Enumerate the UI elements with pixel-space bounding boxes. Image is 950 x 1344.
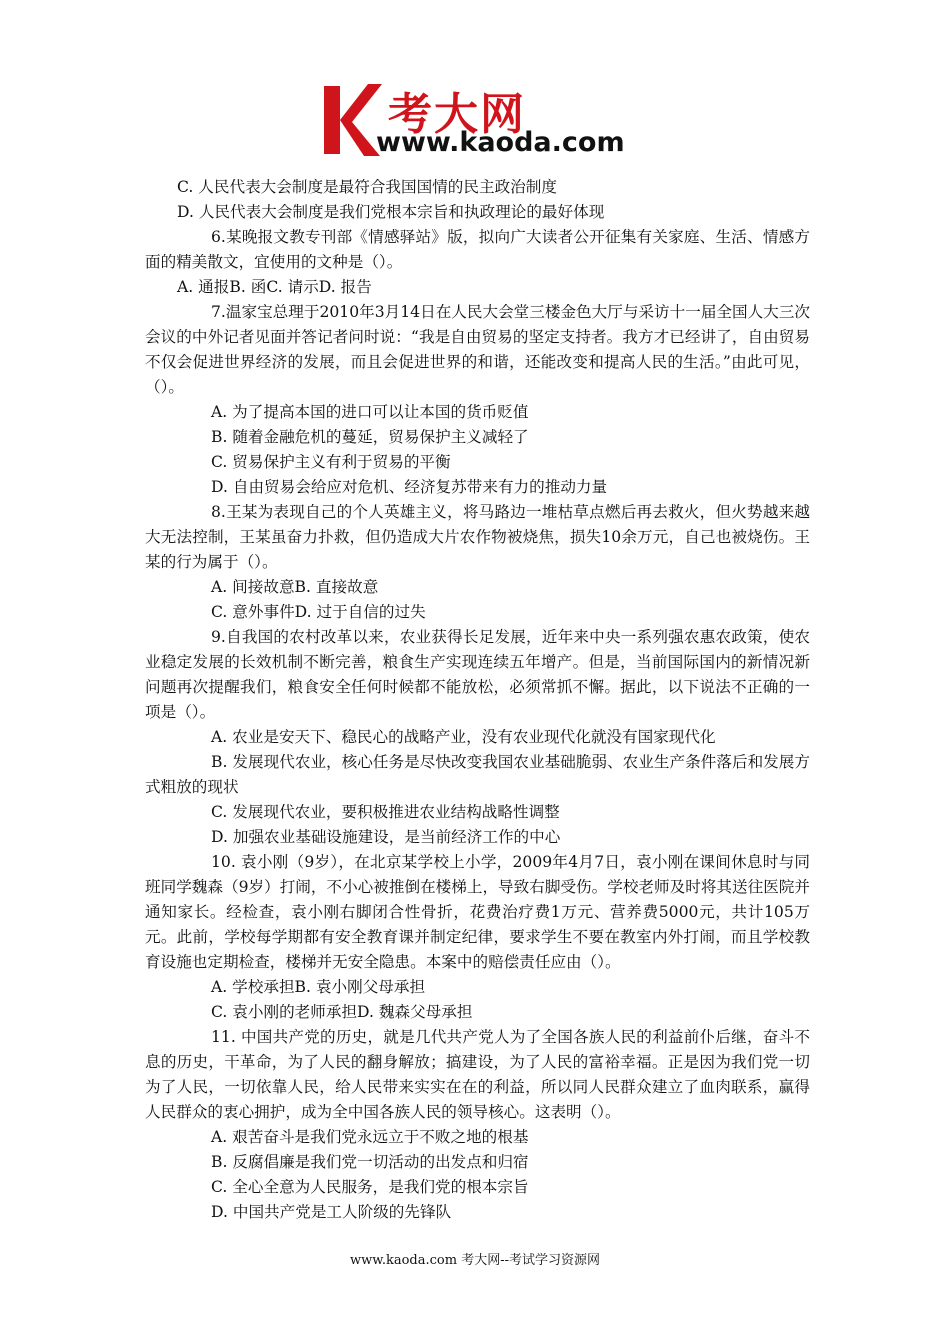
question-paragraph: 10. 袁小刚（9岁），在北京某学校上小学，2009年4月7日，袁小刚在课间休息时与同班同学魏森（9岁）打闹，不小心被推倒在楼梯上，导致右脚受伤。学校老师及时将其送往医院并通知家长。经检查，袁小刚右脚闭合性骨折，花费治疗费1万元、营养费5000元，共计105万元。此前，学校每学期都有安全教育课并制定纪律，要求学生不要在教室内外打闹，而且学校教育设施也定期检查，楼梯并无安全隐患。本案中的赔偿责任应由（）。	[145, 853, 810, 971]
document-body	[145, 175, 810, 1225]
answer-option: A. 间接故意B. 直接故意	[211, 578, 379, 596]
answer-option: D. 加强农业基础设施建设，是当前经济工作的中心	[211, 828, 561, 846]
answer-option: A. 为了提高本国的进口可以让本国的货币贬值	[211, 403, 529, 421]
answer-option: A. 艰苦奋斗是我们党永远立于不败之地的根基	[211, 1128, 529, 1146]
question-paragraph: 7.温家宝总理于2010年3月14日在人民大会堂三楼金色大厅与采访十一届全国人大三次会议的中外记者见面并答记者问时说：“我是自由贸易的坚定支持者。我方才已经讲了，自由贸易不仅会促进世界经济的发展，而且会促进世界的和谐，还能改变和提高人民的生活。”由此可见，（）。	[145, 303, 810, 396]
question-paragraph: 8.王某为表现自己的个人英雄主义，将马路边一堆枯草点燃后再去救火，但火势越来越大无法控制，王某虽奋力扑救，但仍造成大片农作物被烧焦，损失10余万元，自己也被烧伤。王某的行为属于（）。	[145, 503, 810, 571]
answer-option: B. 随着金融危机的蔓延，贸易保护主义减轻了	[211, 428, 529, 446]
answer-option: D. 中国共产党是工人阶级的先锋队	[211, 1203, 452, 1221]
answer-option: C. 袁小刚的老师承担D. 魏森父母承担	[211, 1003, 473, 1021]
answer-option: D. 人民代表大会制度是我们党根本宗旨和执政理论的最好体现	[177, 203, 605, 221]
answer-option: A. 农业是安天下、稳民心的战略产业，没有农业现代化就没有国家现代化	[211, 728, 716, 746]
answer-option: C. 全心全意为人民服务，是我们党的根本宗旨	[211, 1178, 529, 1196]
answer-option: B. 发展现代农业，核心任务是尽快改变我国农业基础脆弱、农业生产条件落后和发展方式粗放的现状	[145, 753, 810, 796]
answer-option: C. 贸易保护主义有利于贸易的平衡	[211, 453, 451, 471]
page-footer: www.kaoda.com 考大网--考试学习资源网	[350, 1253, 600, 1268]
answer-option: C. 发展现代农业，要积极推进农业结构战略性调整	[211, 803, 560, 821]
question-paragraph: 9.自我国的农村改革以来，农业获得长足发展，近年来中央一系列强农惠农政策，使农业稳定发展的长效机制不断完善，粮食生产实现连续五年增产。但是，当前国际国内的新情况新问题再次提醒我们，粮食安全任何时候都不能放松，必须常抓不懈。据此，以下说法不正确的一项是（）。	[145, 628, 810, 721]
answer-option: C. 意外事件D. 过于自信的过失	[211, 603, 426, 621]
answer-option: A. 学校承担B. 袁小刚父母承担	[211, 978, 426, 996]
answer-option: A. 通报B. 函C. 请示D. 报告	[177, 278, 372, 296]
question-paragraph: 6.某晚报文教专刊部《情感驿站》版，拟向广大读者公开征集有关家庭、生活、情感方面的精美散文，宜使用的文种是（）。	[145, 228, 810, 271]
k-logo-icon	[318, 80, 382, 160]
question-paragraph: 11. 中国共产党的历史，就是几代共产党人为了全国各族人民的利益前仆后继，奋斗不息的历史，干革命，为了人民的翻身解放；搞建设，为了人民的富裕幸福。正是因为我们党一切为了人民，一切依靠人民，给人民带来实实在在的利益，所以同人民群众建立了血肉联系，赢得人民群众的衷心拥护，成为全中国各族人民的领导核心。这表明（）。	[145, 1028, 810, 1121]
answer-option: B. 反腐倡廉是我们党一切活动的出发点和归宿	[211, 1153, 529, 1171]
kaoda-logo	[318, 80, 638, 160]
logo-url-text: www.kaoda.com	[376, 127, 625, 158]
answer-option: D. 自由贸易会给应对危机、经济复苏带来有力的推动力量	[211, 478, 608, 496]
logo-chinese-text: 考大网	[388, 89, 526, 140]
answer-option: C. 人民代表大会制度是最符合我国国情的民主政治制度	[177, 178, 557, 196]
